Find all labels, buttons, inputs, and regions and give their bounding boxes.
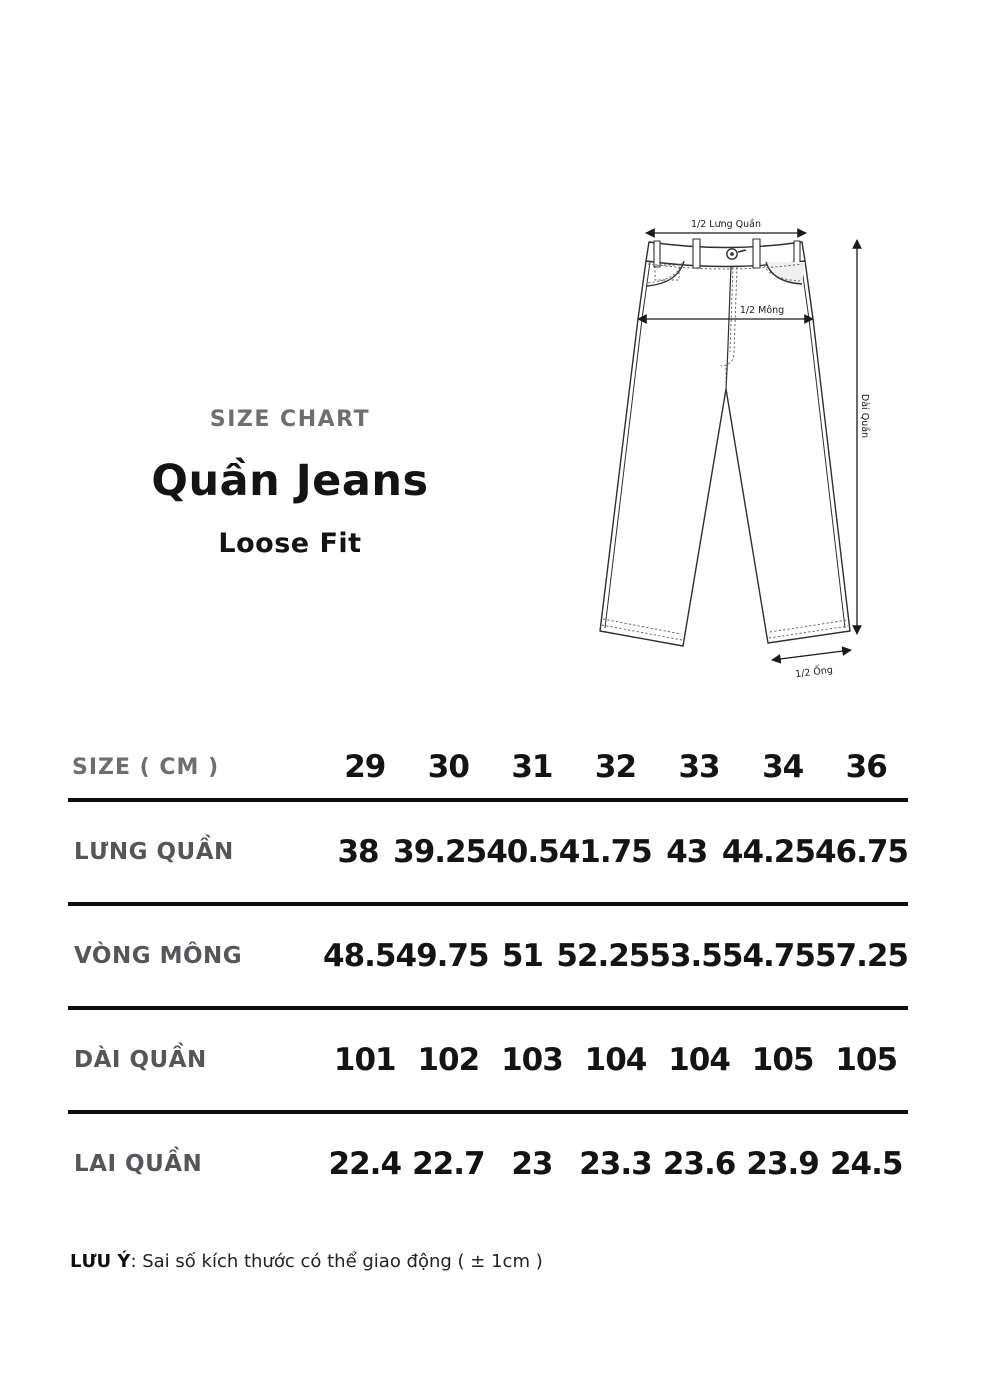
table-cell: 102 — [417, 1042, 480, 1078]
jeans-technical-diagram — [580, 216, 900, 696]
size-chart-eyebrow: SIZE CHART — [209, 407, 371, 432]
note-prefix: LƯU Ý — [70, 1251, 131, 1272]
hip-measure-label: 1/2 Mông — [739, 305, 785, 316]
table-cell: 57.25 — [814, 938, 908, 974]
size-column-header: 36 — [845, 749, 887, 785]
table-cell: 54.75 — [721, 938, 815, 974]
table-header-row — [68, 736, 908, 798]
row-label: LAI QUẦN — [74, 1151, 203, 1177]
length-measure-label: Dài Quần — [859, 393, 870, 439]
jeans-outline — [600, 239, 850, 646]
table-row-hem — [68, 1114, 908, 1214]
row-label: VÒNG MÔNG — [74, 943, 243, 969]
row-label: DÀI QUẦN — [74, 1047, 207, 1073]
table-row-waist — [68, 802, 908, 902]
table-cell: 101 — [333, 1042, 396, 1078]
hem-measure-label: 1/2 Ống — [794, 664, 834, 681]
table-cell: 104 — [584, 1042, 647, 1078]
size-cm-header: SIZE ( CM ) — [72, 754, 220, 780]
size-table — [68, 736, 908, 1214]
table-cell: 22.7 — [412, 1146, 485, 1182]
table-cell: 43 — [666, 834, 708, 870]
table-cell: 48.5 — [323, 938, 396, 974]
product-title: Quần Jeans — [151, 456, 429, 506]
size-column-header: 31 — [511, 749, 553, 785]
table-cell: 24.5 — [829, 1146, 903, 1182]
size-column-header: 33 — [678, 749, 720, 785]
table-cell: 23.9 — [746, 1146, 819, 1182]
table-row-length — [68, 1010, 908, 1110]
tolerance-note — [70, 1251, 543, 1272]
table-cell: 103 — [501, 1042, 563, 1078]
table-cell: 23.3 — [579, 1146, 652, 1182]
table-cell: 41.75 — [558, 834, 652, 870]
table-cell: 40.5 — [486, 834, 559, 870]
table-cell: 51 — [501, 938, 543, 974]
table-cell: 44.25 — [721, 834, 815, 870]
size-column-header: 32 — [594, 749, 637, 785]
table-cell: 46.75 — [814, 834, 908, 870]
hem-arrow — [772, 650, 851, 660]
fit-subtitle: Loose Fit — [218, 528, 362, 559]
intro-block — [70, 407, 510, 559]
jeans-sketch-svg — [580, 216, 900, 696]
row-label: LƯNG QUẦN — [74, 839, 234, 865]
table-cell: 53.5 — [649, 938, 722, 974]
table-cell: 105 — [751, 1042, 814, 1078]
table-cell: 23.6 — [662, 1146, 736, 1182]
waist-measure-label: 1/2 Lưng Quần — [690, 219, 762, 230]
table-cell: 104 — [668, 1042, 730, 1078]
size-column-header: 29 — [344, 749, 386, 785]
table-cell: 39.25 — [393, 834, 487, 870]
table-cell: 105 — [835, 1042, 898, 1078]
table-cell: 38 — [337, 834, 379, 870]
size-column-header: 34 — [762, 749, 804, 785]
size-column-header: 30 — [427, 749, 469, 785]
table-cell: 23 — [511, 1146, 553, 1182]
table-cell: 49.75 — [395, 938, 489, 974]
table-cell: 52.25 — [556, 938, 650, 974]
note-text: : Sai số kích thước có thể giao động ( ± 1cm ) — [130, 1251, 543, 1272]
table-row-hip — [68, 906, 908, 1006]
table-cell: 22.4 — [328, 1146, 402, 1182]
